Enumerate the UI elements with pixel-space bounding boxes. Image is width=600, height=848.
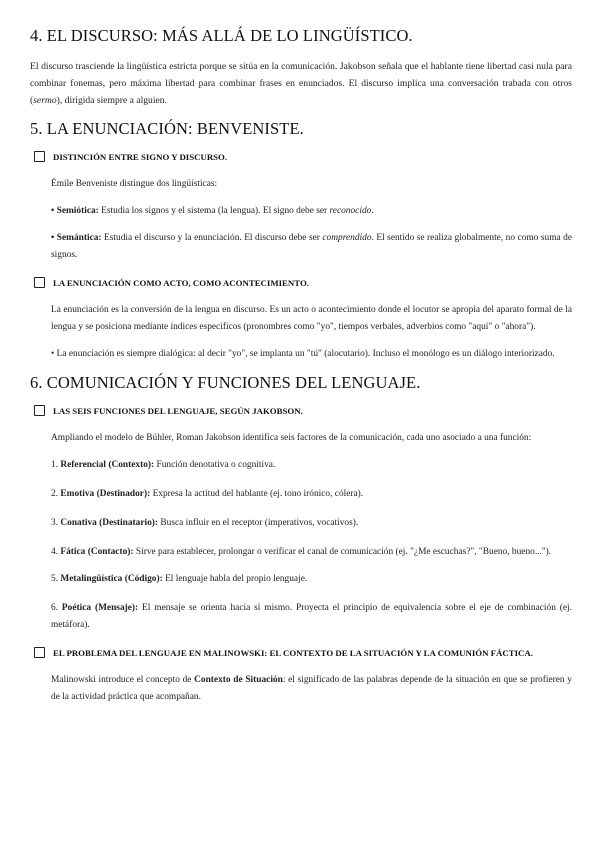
- checkbox-icon: [34, 405, 45, 416]
- section-4-title: 4. EL DISCURSO: MÁS ALLÁ DE LO LINGÜÍSTICO.: [30, 26, 413, 45]
- function-number: 2.: [51, 489, 61, 499]
- malinowski-text-a: Malinowski introduce el concepto de: [51, 675, 195, 685]
- semiotica-item: [30, 203, 572, 220]
- subsection-enunciacion-acto: [30, 276, 572, 290]
- function-text: Función denotativa o cognitiva.: [154, 460, 276, 470]
- subsection-seis-funciones: [30, 404, 572, 418]
- malinowski-text-c: : el significado de las palabras depende de la situación en que se profieren y de la actividad práctica que acompañan.: [51, 675, 572, 702]
- function-text: Sirve para establecer, prolongar o verificar el canal de comunicación (ej. "¿Me escuchas?", "Bueno, bueno...").: [133, 547, 552, 557]
- function-item: [30, 457, 572, 474]
- function-number: 6.: [51, 603, 62, 613]
- benveniste-intro: Émile Benveniste distingue dos lingüísticas:: [51, 179, 218, 189]
- function-label: Conativa (Destinatario):: [60, 518, 159, 528]
- checkbox-icon: [34, 647, 45, 658]
- subsection-title: LA ENUNCIACIÓN COMO ACTO, COMO ACONTECIMIENTO.: [53, 278, 310, 288]
- function-label: Poética (Mensaje):: [61, 603, 139, 613]
- enunciacion-paragraph: La enunciación es la conversión de la lengua en discurso. Es un acto o acontecimiento donde el locutor se apropia del aparato formal de la lengua y se posiciona mediante índices específicos (pronombres como "yo", tiempos verbales, adverbios como "aquí" o "ahora").: [51, 305, 572, 332]
- function-item: [30, 600, 572, 634]
- semiotica-em: reconocido: [329, 206, 372, 216]
- function-text: Busca influir en el receptor (imperativos, vocativos).: [158, 518, 359, 528]
- semiotica-text: Estudia los signos y el sistema (la lengua). El signo debe ser: [98, 206, 330, 216]
- function-text: Expresa la actitud del hablante (ej. tono irónico, cólera).: [150, 489, 364, 499]
- section-6-title: 6. COMUNICACIÓN Y FUNCIONES DEL LENGUAJE.: [30, 373, 421, 392]
- function-number: 1.: [51, 460, 61, 470]
- function-label: Fática (Contacto):: [60, 547, 134, 557]
- dialogica-item: • La enunciación es siempre dialógica: al decir "yo", se implanta un "tú" (alocutario). Incluso el monólogo es un diálogo interiorizado.: [51, 349, 555, 359]
- function-label: Emotiva (Destinador):: [60, 489, 151, 499]
- semantica-text: Estudia el discurso y la enunciación. El discurso debe ser: [101, 233, 323, 243]
- malinowski-paragraph: [30, 672, 572, 706]
- semantica-end: . El sentido se realiza globalmente, no como suma de signos.: [51, 233, 572, 260]
- function-label: Referencial (Contexto):: [60, 460, 155, 470]
- semiotica-label: • Semiótica:: [51, 206, 99, 216]
- subsection-malinowski: [30, 646, 572, 660]
- section-5-title: 5. LA ENUNCIACIÓN: BENVENISTE.: [30, 119, 304, 138]
- function-item: [30, 515, 572, 532]
- function-number: 3.: [51, 518, 61, 528]
- function-item: [30, 486, 572, 503]
- function-number: 4.: [51, 547, 61, 557]
- function-text: El lenguaje habla del propio lenguaje.: [162, 574, 308, 584]
- function-item: [30, 571, 572, 588]
- s4-text-a: El discurso trasciende la lingüística estricta porque se sitúa en la comunicación. Jakobson señala que el hablante tiene libertad casi nula para combinar fonemas, pero máxima libertad para combinar frases en enunciados. El discurso implica una conversación trabada con otros (: [30, 61, 572, 106]
- subsection-title: EL PROBLEMA DEL LENGUAJE EN MALINOWSKI: EL CONTEXTO DE LA SITUACIÓN Y LA COMUNIÓN FÁCTICA.: [53, 648, 533, 658]
- semantica-label: • Semántica:: [51, 233, 102, 243]
- subsection-title: LAS SEIS FUNCIONES DEL LENGUAJE, SEGÚN JAKOBSON.: [53, 406, 303, 416]
- jakobson-intro: Ampliando el modelo de Bühler, Roman Jakobson identifica seis factores de la comunicación, cada uno asociado a una función:: [51, 433, 532, 443]
- s4-text-em: sermo: [33, 95, 57, 106]
- subsection-title: DISTINCIÓN ENTRE SIGNO Y DISCURSO.: [53, 152, 228, 162]
- function-label: Metalingüística (Código):: [60, 574, 163, 584]
- malinowski-text-b: Contexto de Situación: [194, 675, 283, 685]
- function-item: [30, 544, 572, 561]
- s4-text-b: ), dirigida siempre a alguien.: [56, 95, 167, 106]
- function-number: 5.: [51, 574, 61, 584]
- semiotica-end: .: [371, 206, 374, 216]
- checkbox-icon: [34, 277, 45, 288]
- function-text: El mensaje se orienta hacia sí mismo. Proyecta el principio de equivalencia sobre el eje de combinación (ej. metáfora).: [51, 603, 573, 630]
- semantica-item: [30, 230, 572, 264]
- subsection-signo-discurso: [30, 150, 572, 164]
- semantica-em: comprendido: [322, 233, 372, 243]
- checkbox-icon: [34, 151, 45, 162]
- section-4-paragraph: [30, 58, 572, 109]
